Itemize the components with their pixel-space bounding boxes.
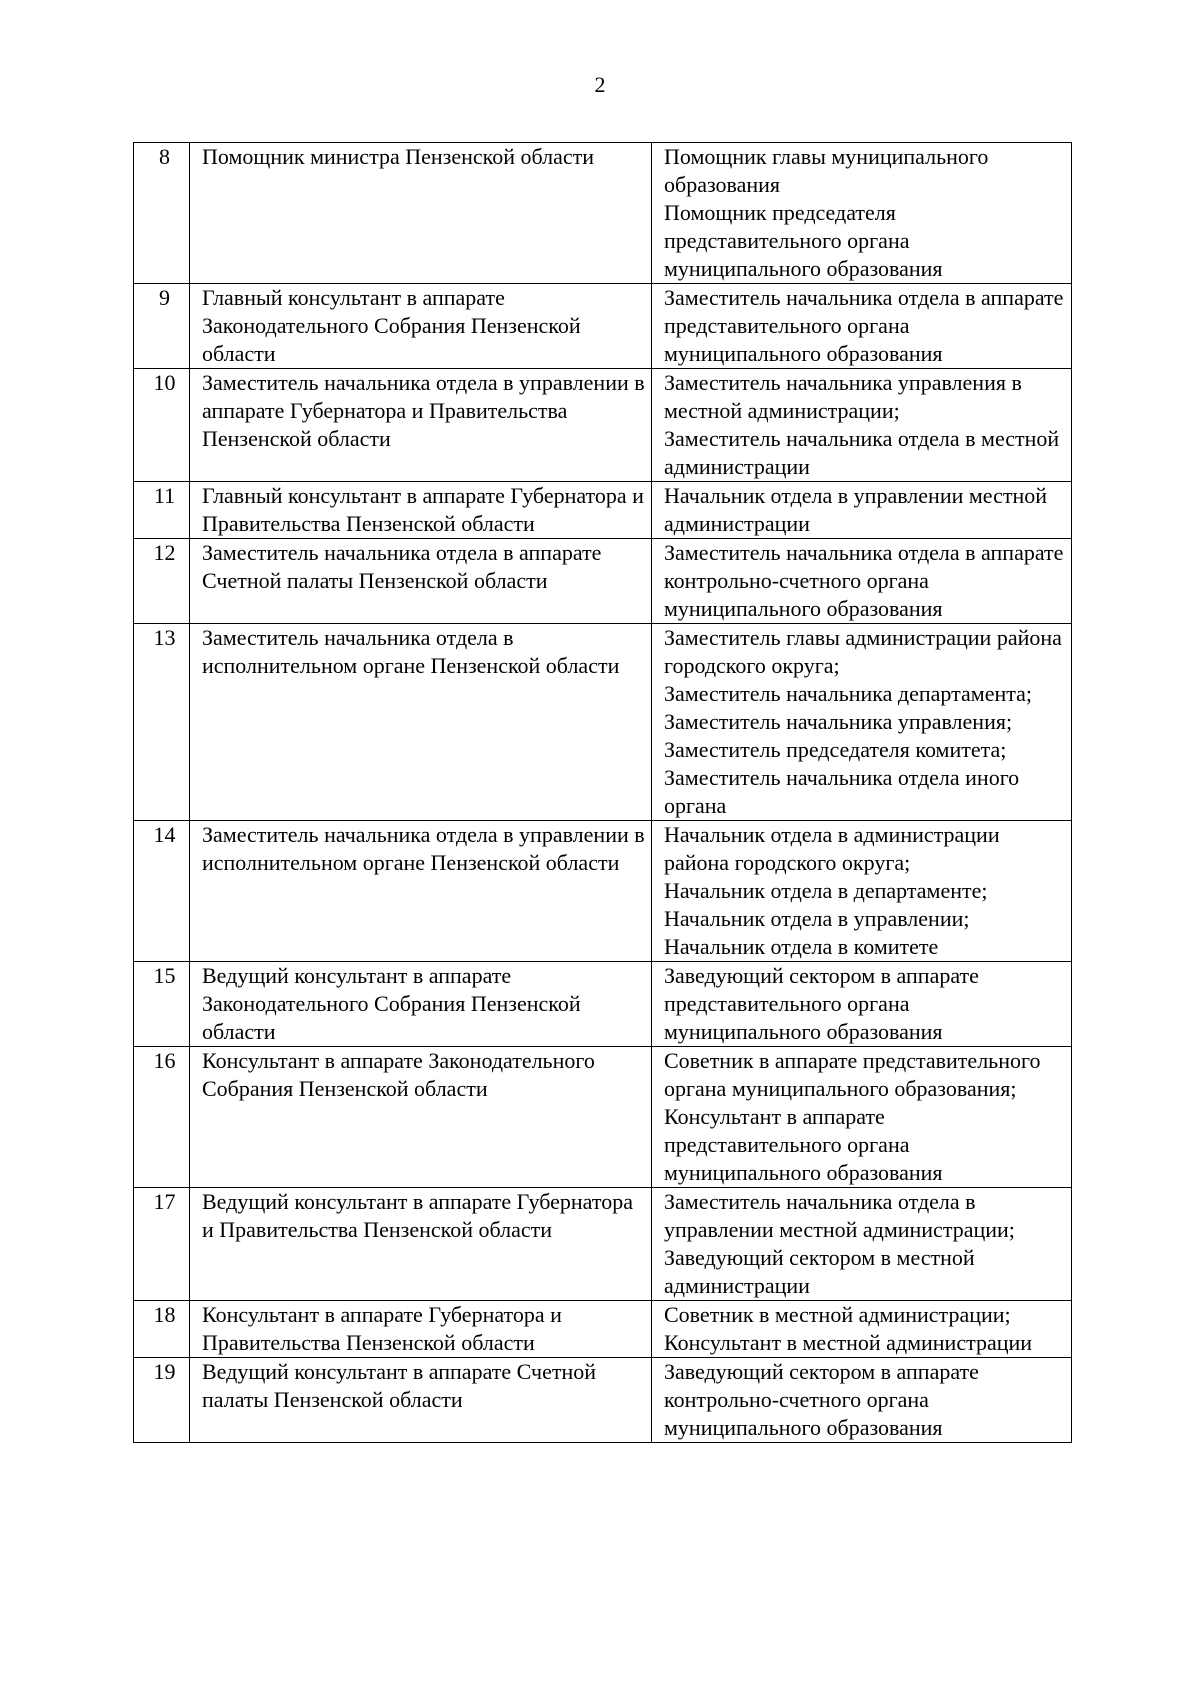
- table-row: [134, 1301, 1072, 1358]
- regional-position-text: Помощник министра Пензенской области: [202, 144, 595, 169]
- table-row: [134, 1358, 1072, 1443]
- municipal-position-text: Заместитель начальника отдела в местной администрации: [664, 426, 1060, 479]
- municipal-position-cell: [652, 1358, 1072, 1443]
- regional-position-cell: [190, 962, 652, 1047]
- table-row: [134, 821, 1072, 962]
- municipal-position-cell: [652, 1301, 1072, 1358]
- positions-table: [133, 142, 1072, 1443]
- municipal-position-cell: [652, 821, 1072, 962]
- municipal-position-cell: [652, 539, 1072, 624]
- municipal-position-text: Консультант в аппарате представительного органа муниципального образования: [664, 1104, 943, 1185]
- regional-position-text: Ведущий консультант в аппарате Губернатора и Правительства Пензенской области: [202, 1189, 633, 1242]
- municipal-position-text: Заместитель начальника отдела в аппарате представительного органа муниципального образования: [664, 285, 1064, 366]
- regional-position-cell: [190, 624, 652, 821]
- municipal-position-cell: [652, 482, 1072, 539]
- municipal-position-text: Помощник председателя представительного органа муниципального образования: [664, 200, 943, 281]
- row-number: 15: [134, 962, 190, 1047]
- table-row: [134, 369, 1072, 482]
- positions-table-body: [134, 143, 1072, 1443]
- municipal-position-text: Начальник отдела в администрации района городского округа;: [664, 822, 1000, 875]
- regional-position-cell: [190, 539, 652, 624]
- regional-position-text: Ведущий консультант в аппарате Законодательного Собрания Пензенской области: [202, 963, 581, 1044]
- regional-position-text: Главный консультант в аппарате Законодательного Собрания Пензенской области: [202, 285, 581, 366]
- regional-position-text: Заместитель начальника отдела в управлении в исполнительном органе Пензенской области: [202, 822, 645, 875]
- municipal-position-text: Консультант в местной администрации: [664, 1330, 1033, 1355]
- municipal-position-cell: [652, 624, 1072, 821]
- regional-position-cell: [190, 284, 652, 369]
- regional-position-cell: [190, 821, 652, 962]
- regional-position-text: Главный консультант в аппарате Губернатора и Правительства Пензенской области: [202, 483, 644, 536]
- municipal-position-text: Заведующий сектором в местной администрации: [664, 1245, 975, 1298]
- row-number: 14: [134, 821, 190, 962]
- municipal-position-text: Заместитель начальника департамента;: [664, 681, 1032, 706]
- table-row: [134, 1047, 1072, 1188]
- regional-position-cell: [190, 143, 652, 284]
- municipal-position-cell: [652, 143, 1072, 284]
- municipal-position-text: Заместитель начальника отдела в аппарате контрольно-счетного органа муниципального образования: [664, 540, 1064, 621]
- municipal-position-text: Советник в аппарате представительного органа муниципального образования;: [664, 1048, 1041, 1101]
- regional-position-text: Заместитель начальника отдела в исполнительном органе Пензенской области: [202, 625, 620, 678]
- regional-position-cell: [190, 369, 652, 482]
- regional-position-text: Заместитель начальника отдела в управлении в аппарате Губернатора и Правительства Пензенской области: [202, 370, 645, 451]
- municipal-position-text: Заместитель начальника отдела в управлении местной администрации;: [664, 1189, 1015, 1242]
- municipal-position-cell: [652, 1188, 1072, 1301]
- municipal-position-text: Начальник отдела в департаменте;: [664, 878, 988, 903]
- regional-position-cell: [190, 1047, 652, 1188]
- row-number: 10: [134, 369, 190, 482]
- row-number: 18: [134, 1301, 190, 1358]
- row-number: 17: [134, 1188, 190, 1301]
- row-number: 16: [134, 1047, 190, 1188]
- municipal-position-text: Начальник отдела в управлении;: [664, 906, 970, 931]
- table-row: [134, 482, 1072, 539]
- municipal-position-text: Заместитель председателя комитета;: [664, 737, 1007, 762]
- municipal-position-text: Заведующий сектором в аппарате представительного органа муниципального образования: [664, 963, 979, 1044]
- municipal-position-text: Заместитель начальника управления в местной администрации;: [664, 370, 1022, 423]
- regional-position-cell: [190, 1301, 652, 1358]
- table-row: [134, 624, 1072, 821]
- row-number: 8: [134, 143, 190, 284]
- table-row: [134, 284, 1072, 369]
- row-number: 13: [134, 624, 190, 821]
- table-row: [134, 1188, 1072, 1301]
- regional-position-text: Консультант в аппарате Губернатора и Правительства Пензенской области: [202, 1302, 562, 1355]
- regional-position-cell: [190, 482, 652, 539]
- regional-position-text: Консультант в аппарате Законодательного Собрания Пензенской области: [202, 1048, 595, 1101]
- table-row: [134, 962, 1072, 1047]
- municipal-position-cell: [652, 284, 1072, 369]
- municipal-position-cell: [652, 962, 1072, 1047]
- regional-position-cell: [190, 1188, 652, 1301]
- regional-position-text: Ведущий консультант в аппарате Счетной палаты Пензенской области: [202, 1359, 597, 1412]
- municipal-position-cell: [652, 1047, 1072, 1188]
- row-number: 11: [134, 482, 190, 539]
- municipal-position-text: Начальник отдела в комитете: [664, 934, 939, 959]
- row-number: 19: [134, 1358, 190, 1443]
- municipal-position-text: Заместитель главы администрации района городского округа;: [664, 625, 1062, 678]
- municipal-position-text: Советник в местной администрации;: [664, 1302, 1011, 1327]
- municipal-position-text: Заместитель начальника отдела иного органа: [664, 765, 1020, 818]
- municipal-position-text: Заведующий сектором в аппарате контрольно-счетного органа муниципального образования: [664, 1359, 979, 1440]
- regional-position-cell: [190, 1358, 652, 1443]
- table-row: [134, 143, 1072, 284]
- page-number: 2: [594, 72, 606, 97]
- row-number: 12: [134, 539, 190, 624]
- municipal-position-text: Помощник главы муниципального образования: [664, 144, 989, 197]
- row-number: 9: [134, 284, 190, 369]
- regional-position-text: Заместитель начальника отдела в аппарате Счетной палаты Пензенской области: [202, 540, 602, 593]
- table-row: [134, 539, 1072, 624]
- municipal-position-cell: [652, 369, 1072, 482]
- municipal-position-text: Начальник отдела в управлении местной администрации: [664, 483, 1048, 536]
- municipal-position-text: Заместитель начальника управления;: [664, 709, 1013, 734]
